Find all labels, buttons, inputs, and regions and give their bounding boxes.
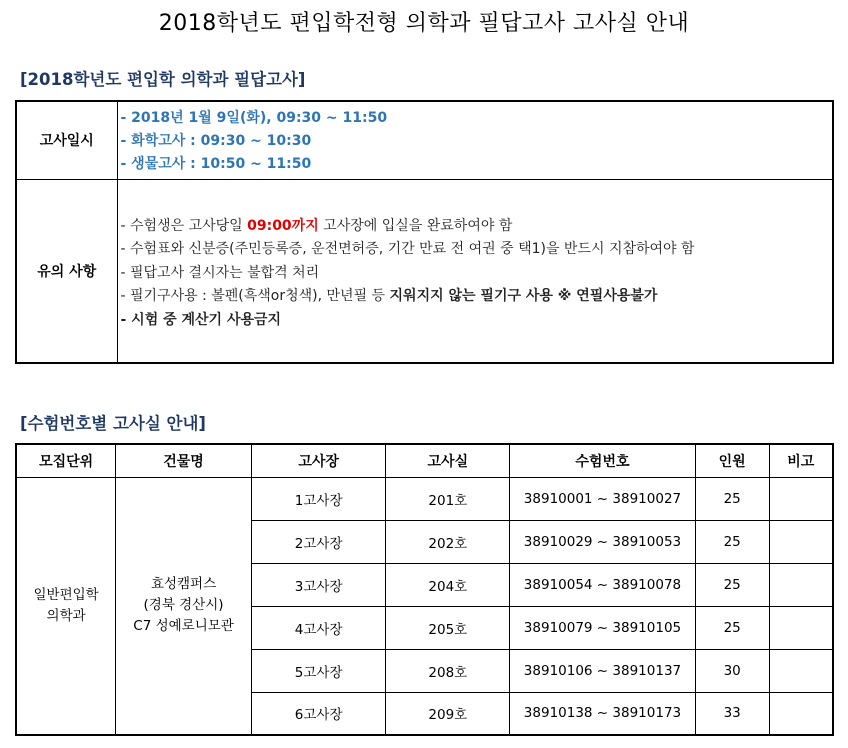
building-line: C7 성예로니모관 — [133, 618, 234, 635]
room-cell: 209호 — [386, 692, 510, 735]
note-writing-tools-pre: - 필기구사용 : 볼펜(흑색or청색), 만년필 등 — [120, 288, 390, 304]
numbers-cell: 38910138 ~ 38910173 — [510, 692, 696, 735]
note-absence: - 필답고사 결시자는 불합격 처리 — [120, 264, 320, 281]
count-cell: 25 — [695, 477, 769, 520]
building-line: 효성캠퍼스 — [150, 576, 217, 593]
note-cell — [769, 649, 833, 692]
room-cell: 202호 — [386, 520, 510, 563]
note-arrival-time: 09:00까지 — [247, 217, 319, 234]
schedule-label: 고사일시 — [16, 101, 117, 179]
hall-cell: 2고사장 — [251, 520, 386, 563]
building-cell — [116, 477, 252, 735]
schedule-line-chemistry: - 화학고사 : 09:30 ~ 10:30 — [120, 133, 312, 149]
room-cell: 201호 — [386, 477, 510, 520]
numbers-cell: 38910054 ~ 38910078 — [510, 563, 696, 606]
unit-line: 의학과 — [46, 607, 86, 624]
unit-cell — [16, 477, 116, 735]
notes-cell — [117, 179, 833, 363]
room-cell: 204호 — [386, 563, 510, 606]
schedule-line-date: - 2018년 1월 9일(화), 09:30 ~ 11:50 — [120, 110, 388, 126]
header-building: 건물명 — [116, 444, 252, 477]
numbers-cell: 38910001 ~ 38910027 — [510, 477, 696, 520]
note-cell — [769, 692, 833, 735]
note-calculator: - 시험 중 계산기 사용금지 — [120, 311, 282, 328]
header-hall: 고사장 — [251, 444, 386, 477]
note-cell — [769, 606, 833, 649]
note-cell — [769, 563, 833, 606]
numbers-cell: 38910106 ~ 38910137 — [510, 649, 696, 692]
page-title: 2018학년도 편입학전형 의학과 필답고사 고사실 안내 — [158, 11, 690, 36]
exam-info-table — [15, 100, 834, 364]
hall-cell: 1고사장 — [251, 477, 386, 520]
note-arrival — [121, 215, 833, 239]
header-unit: 모집단위 — [16, 444, 116, 477]
notes-label: 유의 사항 — [16, 179, 117, 363]
exam-room-table — [15, 443, 834, 736]
note-writing-tools — [121, 285, 833, 309]
count-cell: 25 — [695, 606, 769, 649]
header-count: 인원 — [695, 444, 769, 477]
note-id: - 수험표와 신분증(주민등록증, 운전면허증, 기간 만료 전 여권 중 택1)을 반드시 지참하여야 함 — [120, 241, 695, 257]
schedule-cell — [117, 101, 833, 179]
count-cell: 30 — [695, 649, 769, 692]
count-cell: 33 — [695, 692, 769, 735]
room-cell: 205호 — [386, 606, 510, 649]
building-line: (경북 경산시) — [143, 597, 224, 614]
numbers-cell: 38910029 ~ 38910053 — [510, 520, 696, 563]
schedule-row — [16, 101, 833, 179]
header-note: 비고 — [769, 444, 833, 477]
numbers-cell: 38910079 ~ 38910105 — [510, 606, 696, 649]
note-cell — [769, 520, 833, 563]
section-heading-exam-info: [2018학년도 편입학 의학과 필답고사] — [20, 70, 306, 89]
count-cell: 25 — [695, 520, 769, 563]
hall-cell: 6고사장 — [251, 692, 386, 735]
note-arrival-post: 고사장에 입실을 완료하여야 함 — [318, 217, 513, 234]
hall-cell: 5고사장 — [251, 649, 386, 692]
unit-line: 일반편입학 — [33, 586, 99, 603]
note-arrival-pre: - 수험생은 고사당일 — [120, 217, 248, 234]
hall-cell: 3고사장 — [251, 563, 386, 606]
section-heading-rooms: [수험번호별 고사실 안내] — [20, 414, 206, 433]
notes-row — [16, 179, 833, 363]
schedule-line-biology: - 생물고사 : 10:50 ~ 11:50 — [120, 156, 312, 172]
count-cell: 25 — [695, 563, 769, 606]
note-cell — [769, 477, 833, 520]
hall-cell: 4고사장 — [251, 606, 386, 649]
note-writing-tools-bold: 지워지지 않는 필기구 사용 ※ 연필사용불가 — [389, 288, 658, 304]
header-numbers: 수험번호 — [510, 444, 696, 477]
header-room: 고사실 — [386, 444, 510, 477]
room-cell: 208호 — [386, 649, 510, 692]
table-row — [16, 477, 833, 520]
table-header-row — [16, 444, 833, 477]
